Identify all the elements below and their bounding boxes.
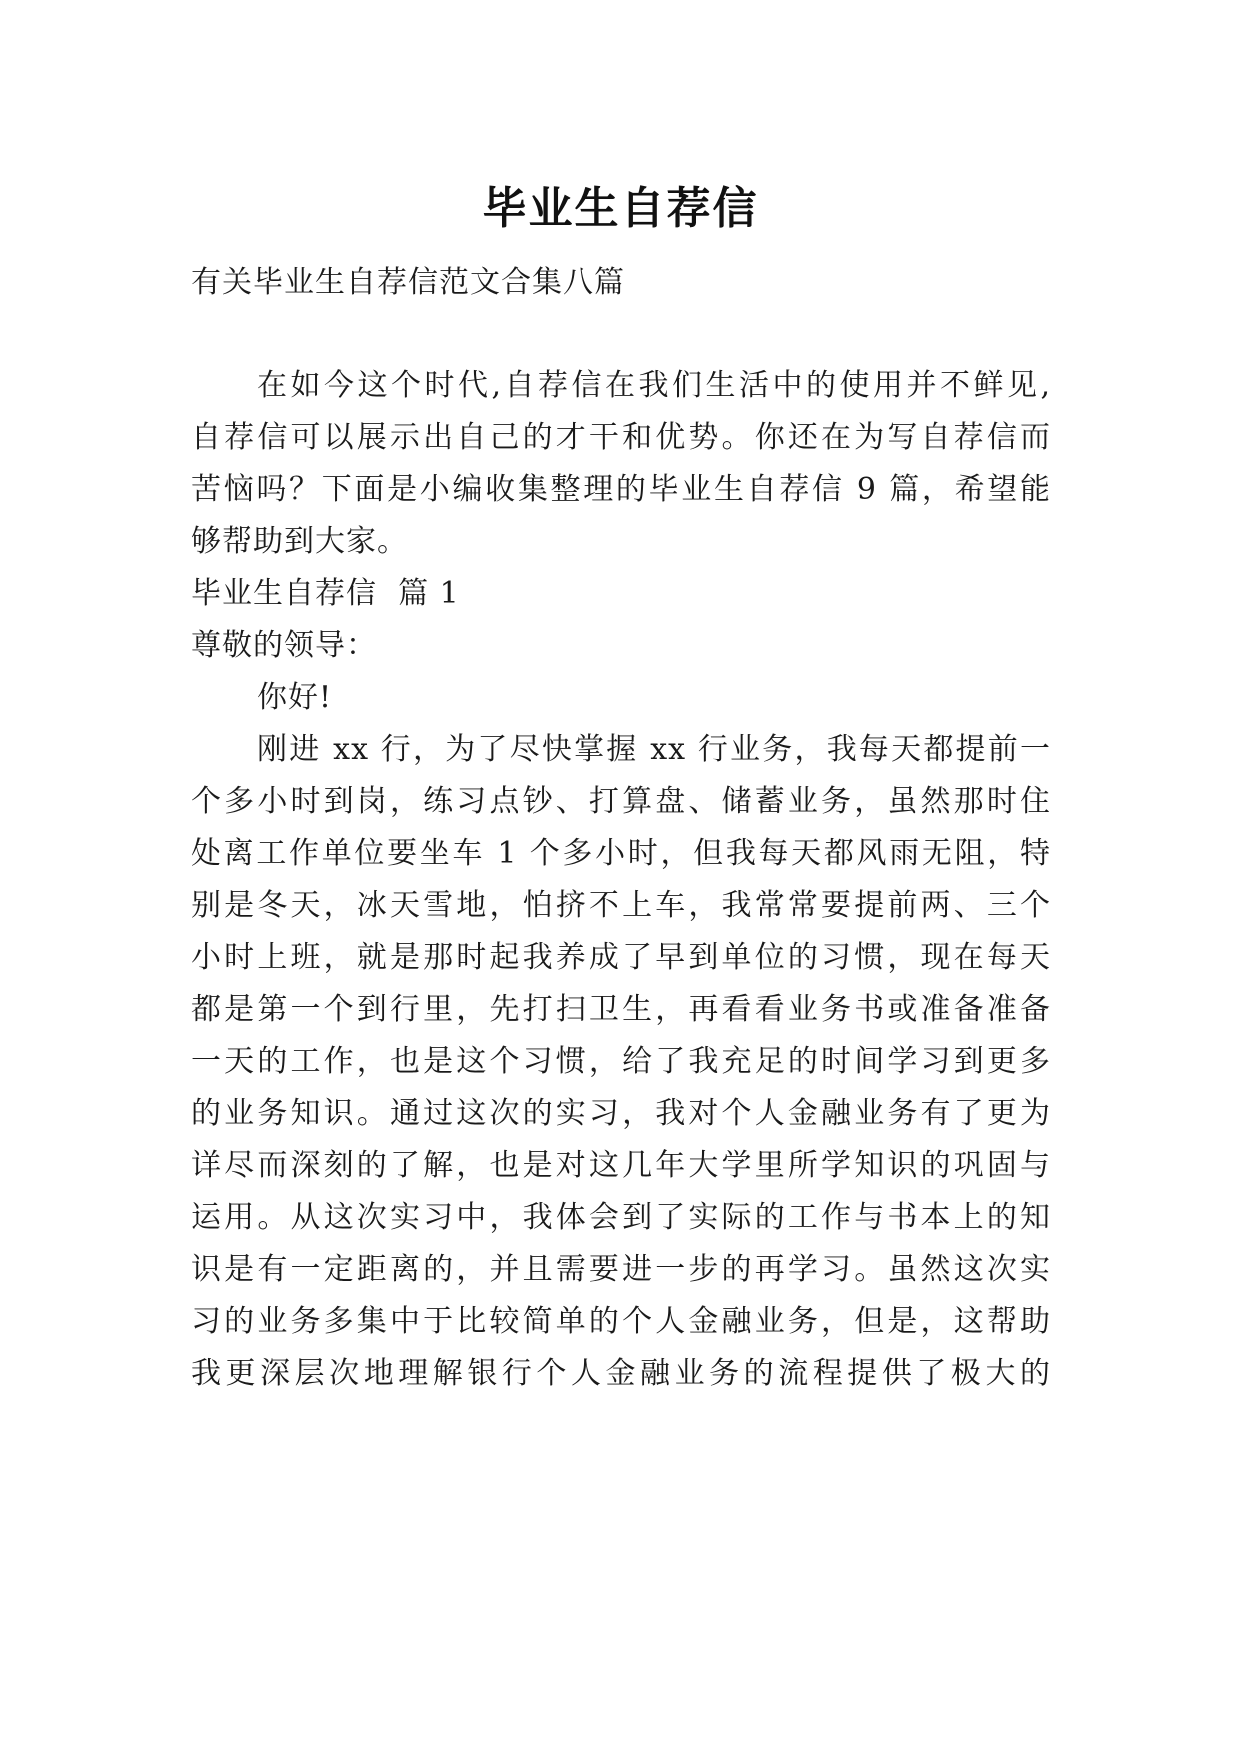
document-subtitle: 有关毕业生自荐信范文合集八篇 bbox=[191, 265, 625, 300]
body-line: 别是冬天，冰天雪地，怕挤不上车，我常常要提前两、三个 bbox=[191, 888, 1051, 923]
section-heading: 毕业生自荐信 篇 1 bbox=[191, 576, 460, 611]
body-line: 运用。从这次实习中，我体会到了实际的工作与书本上的知 bbox=[191, 1200, 1051, 1235]
intro-line: 在如今这个时代,自荐信在我们生活中的使用并不鲜见, bbox=[257, 368, 1051, 403]
body-line: 习的业务多集中于比较简单的个人金融业务，但是，这帮助 bbox=[191, 1304, 1051, 1339]
body-line: 个多小时到岗，练习点钞、打算盘、储蓄业务，虽然那时住 bbox=[191, 784, 1051, 819]
body-line: 处离工作单位要坐车 1 个多小时，但我每天都风雨无阻，特 bbox=[191, 836, 1051, 871]
intro-line: 苦恼吗？下面是小编收集整理的毕业生自荐信 9 篇，希望能 bbox=[191, 472, 1051, 507]
body-line: 都是第一个到行里，先打扫卫生，再看看业务书或准备准备 bbox=[191, 992, 1051, 1027]
body-line: 刚进 xx 行，为了尽快掌握 xx 行业务，我每天都提前一 bbox=[257, 732, 1051, 767]
body-line: 识是有一定距离的，并且需要进一步的再学习。虽然这次实 bbox=[191, 1252, 1051, 1287]
document-title: 毕业生自荐信 bbox=[482, 183, 759, 235]
body-line: 小时上班，就是那时起我养成了早到单位的习惯，现在每天 bbox=[191, 940, 1051, 975]
greeting: 你好! bbox=[257, 680, 333, 715]
body-line: 的业务知识。通过这次的实习，我对个人金融业务有了更为 bbox=[191, 1096, 1051, 1131]
body-line: 我更深层次地理解银行个人金融业务的流程提供了极大的 bbox=[191, 1356, 1051, 1391]
body-line: 详尽而深刻的了解，也是对这几年大学里所学知识的巩固与 bbox=[191, 1148, 1051, 1183]
body-line: 一天的工作，也是这个习惯，给了我充足的时间学习到更多 bbox=[191, 1044, 1051, 1079]
salutation: 尊敬的领导： bbox=[191, 628, 377, 663]
intro-line: 自荐信可以展示出自己的才干和优势。你还在为写自荐信而 bbox=[191, 420, 1051, 455]
intro-line: 够帮助到大家。 bbox=[191, 524, 408, 559]
